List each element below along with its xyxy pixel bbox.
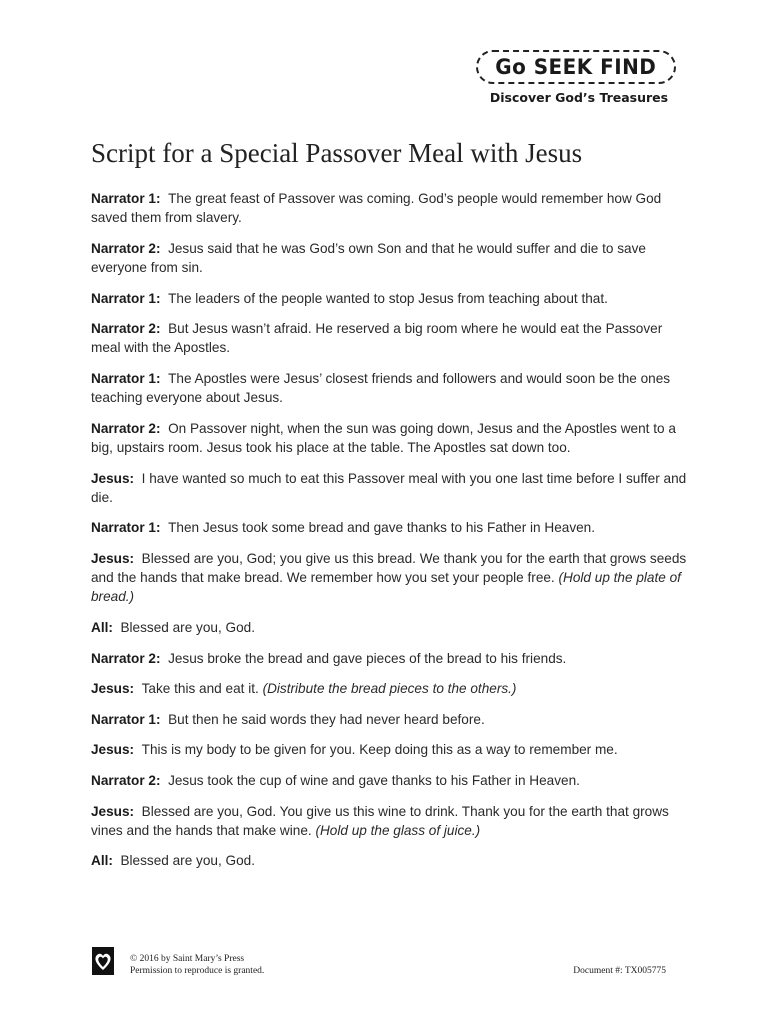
dialogue-text: But Jesus wasn’t afraid. He reserved a big room where he would eat the Passover meal with the Apostles.: [91, 321, 663, 356]
speaker-label: Narrator 2:: [91, 650, 161, 666]
saint-marys-press-heart-icon: [91, 946, 115, 976]
dialogue-text: Jesus took the cup of wine and gave thanks to his Father in Heaven.: [168, 772, 580, 788]
script-line: [91, 369, 687, 407]
dialogue-text: But then he said words they had never heard before.: [168, 711, 485, 727]
dialogue-text: This is my body to be given for you. Keep doing this as a way to remember me.: [141, 742, 618, 758]
stage-direction: (Distribute the bread pieces to the others.): [262, 681, 517, 697]
script-line: [91, 679, 687, 698]
copyright-notice: [130, 953, 264, 977]
dialogue-text: Jesus said that he was God’s own Son and that he would suffer and die to save everyone from sin.: [91, 240, 646, 275]
speaker-label: Narrator 1:: [91, 191, 161, 206]
speaker-label: Jesus:: [91, 550, 135, 566]
script-line: [91, 518, 687, 537]
speaker-label: All:: [91, 853, 113, 869]
speaker-label: All:: [91, 619, 113, 635]
script-line: [91, 771, 687, 790]
document-number: Document #: TX005775: [573, 966, 666, 976]
logo-text: Go SEEK FIND: [495, 55, 657, 79]
dialogue-text: Blessed are you, God.: [120, 853, 255, 869]
script-line: [91, 851, 687, 870]
script-line: [91, 649, 687, 668]
go-seek-find-logo-icon: [476, 50, 676, 84]
speaker-label: Narrator 2:: [91, 321, 161, 337]
page-title: Script for a Special Passover Meal with Jesus: [91, 138, 583, 168]
dialogue-text: The Apostles were Jesus’ closest friends and followers and would soon be the ones teaching everyone about Jesus.: [91, 370, 671, 406]
speaker-label: Narrator 1:: [91, 290, 161, 306]
speaker-label: Narrator 1:: [91, 711, 161, 727]
speaker-label: Narrator 1:: [91, 520, 161, 536]
dialogue-text: Take this and eat it.: [141, 681, 259, 697]
stage-direction: (Hold up the glass of juice.): [315, 822, 481, 838]
dialogue-text: Jesus broke the bread and gave pieces of the bread to his friends.: [168, 650, 567, 666]
speaker-label: Narrator 2:: [91, 420, 161, 436]
brand-logo: [476, 50, 676, 110]
script-line: [91, 419, 687, 457]
dialogue-text: I have wanted so much to eat this Passover meal with you one last time before I suffer and die.: [91, 470, 687, 505]
script-line: [91, 469, 687, 507]
speaker-label: Jesus:: [91, 803, 135, 819]
script-line: [91, 319, 687, 357]
script-line: [91, 802, 687, 840]
copyright-line: © 2016 by Saint Mary’s Press: [130, 954, 245, 964]
permission-line: Permission to reproduce is granted.: [130, 966, 265, 976]
script-line: [91, 710, 687, 729]
dialogue-text: Then Jesus took some bread and gave thanks to his Father in Heaven.: [168, 520, 596, 536]
speaker-label: Narrator 1:: [91, 370, 161, 386]
script-line: [91, 189, 687, 227]
speaker-label: Jesus:: [91, 681, 135, 697]
dialogue-text: Blessed are you, God. You give us this wine to drink. Thank you for the earth that grows vines and the hands that make wine.: [91, 803, 669, 838]
script-line: [91, 618, 687, 637]
dialogue-text: On Passover night, when the sun was going down, Jesus and the Apostles went to a big, upstairs room. Jesus took his place at the table. The Apostles sat down too.: [91, 420, 676, 455]
dialogue-text: The great feast of Passover was coming. God’s people would remember how God saved them from slavery.: [91, 191, 662, 226]
dialogue-text: Blessed are you, God; you give us this bread. We thank you for the earth that grows seeds and the hands that make bread. We remember how you set your people free.: [91, 550, 687, 586]
script-line: [91, 740, 687, 759]
speaker-label: Jesus:: [91, 742, 135, 758]
speaker-label: Narrator 2:: [91, 240, 161, 256]
script-line: [91, 239, 687, 277]
speaker-label: Jesus:: [91, 470, 135, 486]
script-line: [91, 289, 687, 308]
script-body: [91, 189, 687, 882]
stage-direction: (Hold up the plate of bread.): [91, 570, 681, 605]
speaker-label: Narrator 2:: [91, 772, 161, 788]
dialogue-text: Blessed are you, God.: [120, 619, 255, 635]
dialogue-text: The leaders of the people wanted to stop Jesus from teaching about that.: [168, 290, 608, 306]
tagline: Discover God’s Treasures: [489, 90, 669, 105]
script-line: [91, 549, 687, 607]
